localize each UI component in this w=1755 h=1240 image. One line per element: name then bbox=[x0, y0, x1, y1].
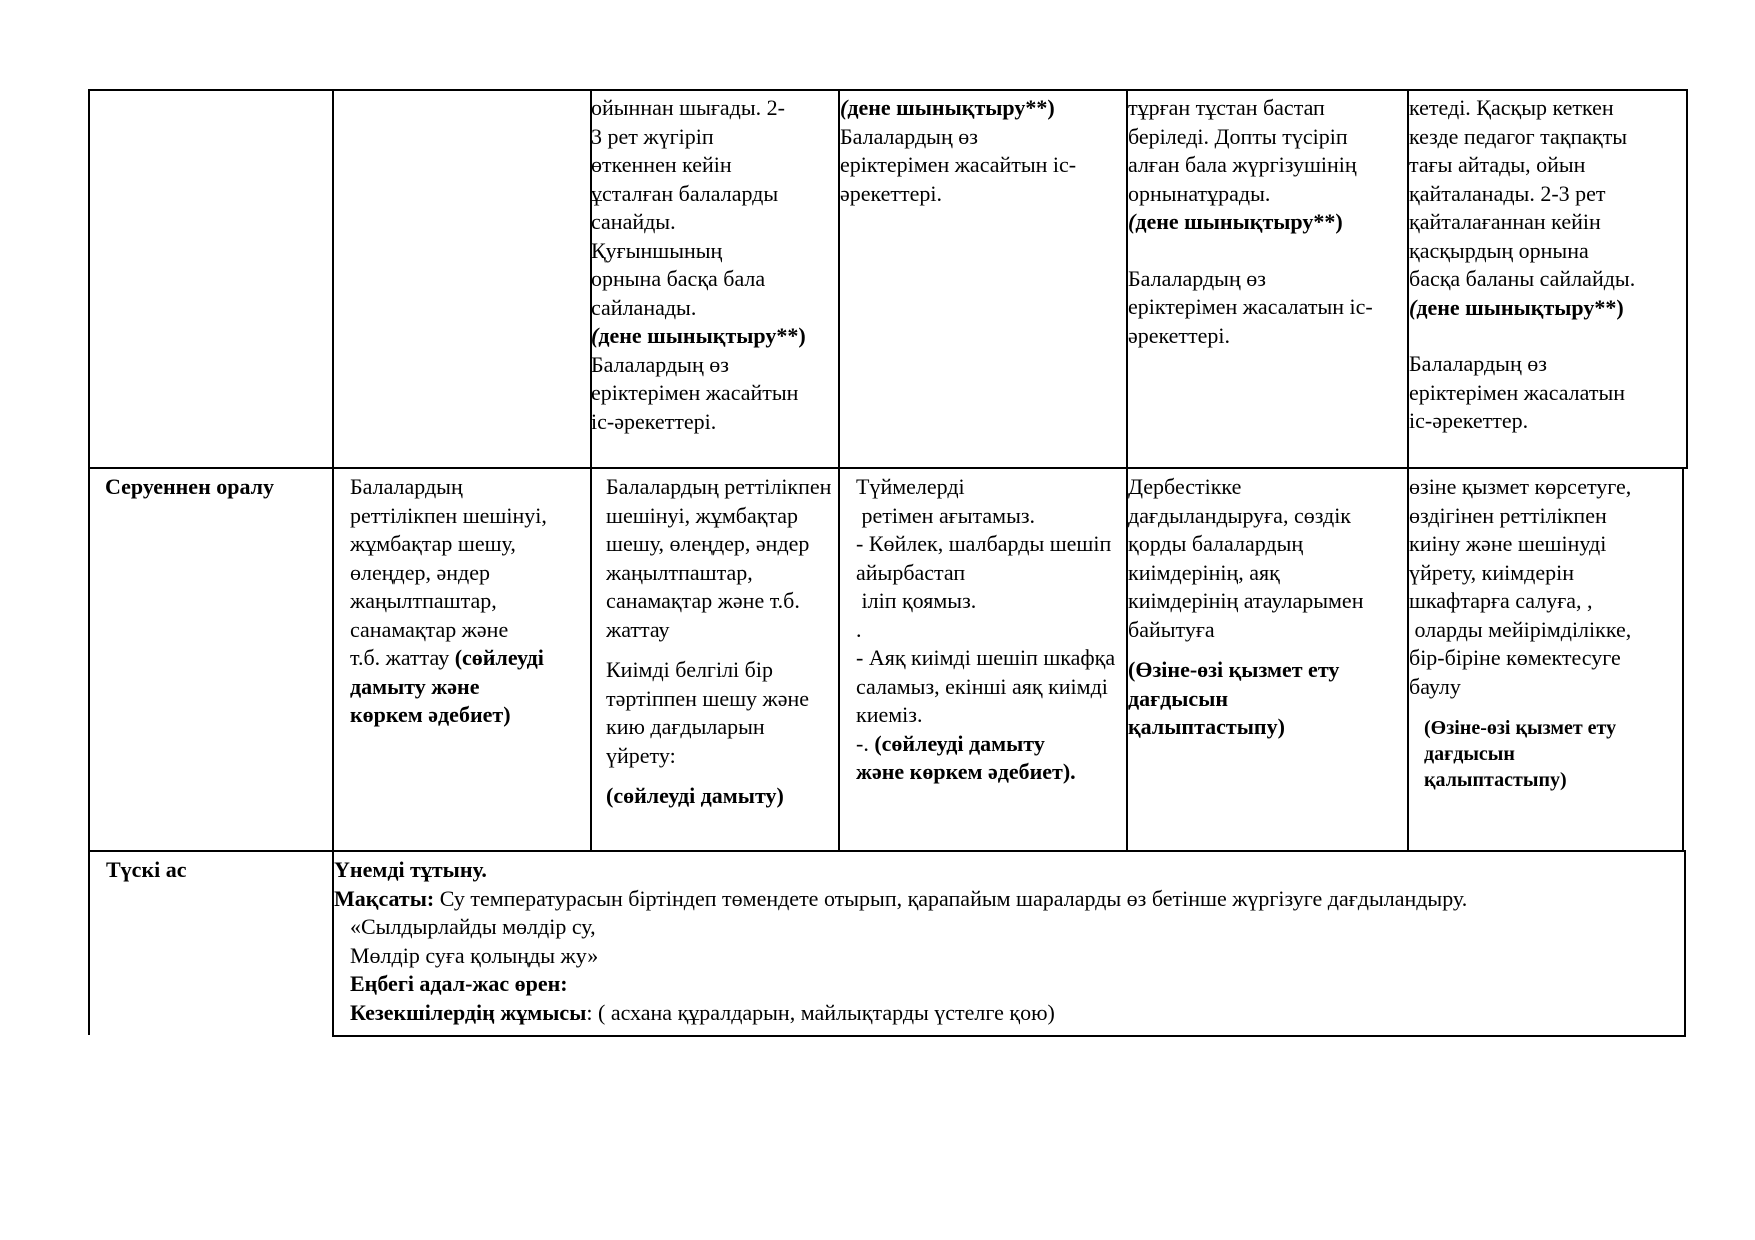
text-line: еріктерімен жасайтын іс- bbox=[840, 152, 1077, 177]
text-line: қайталағаннан кейін bbox=[1409, 209, 1601, 234]
text-line: ойыннан шығады. 2- bbox=[591, 95, 785, 120]
text-line: айырбастап bbox=[856, 559, 966, 585]
text-line: Балалардың өз bbox=[840, 123, 978, 149]
text-line: жаңылтпаштар, bbox=[606, 559, 753, 585]
row3-right-border bbox=[1684, 850, 1686, 1037]
row2-right-border bbox=[1682, 467, 1684, 852]
row1-cell-3 bbox=[591, 94, 837, 466]
text-line: қорды балалардың bbox=[1128, 531, 1304, 556]
text-line: реттілікпен шешінуі, bbox=[350, 502, 547, 528]
row1-right-border bbox=[1686, 89, 1688, 469]
row-label: Түскі ас bbox=[106, 857, 187, 882]
spacer bbox=[606, 644, 838, 656]
text-line: Түймелерді bbox=[856, 474, 965, 499]
text-line: шешу, өлеңдер, әндер bbox=[606, 531, 810, 556]
activity-tag: (Өзіне-өзі қызмет ету bbox=[1424, 717, 1617, 739]
spacer bbox=[606, 770, 838, 782]
row3-content-cell bbox=[334, 856, 1682, 1034]
row-label: Серуеннен оралу bbox=[105, 474, 275, 499]
row1-cell-2 bbox=[334, 91, 588, 466]
text-line: Дербестікке bbox=[1128, 474, 1242, 499]
text-line: өзіне қызмет көрсетуге, bbox=[1409, 474, 1632, 499]
text-line: дамыту және bbox=[350, 673, 480, 699]
text-line: еріктерімен жасалатын іс- bbox=[1128, 294, 1373, 319]
text-line: Қуғыншының bbox=[591, 237, 723, 263]
text-line: Балалардың өз bbox=[1409, 351, 1547, 376]
text-line: шешінуі, жұмбақтар bbox=[606, 502, 799, 528]
text-line: жұмбақтар шешу, bbox=[350, 531, 516, 556]
text-line: жаңылтпаштар, bbox=[350, 588, 497, 613]
text-line: іс-әрекеттері. bbox=[591, 408, 717, 434]
text-line: өздігінен реттілікпен bbox=[1409, 502, 1607, 528]
text-line: оларды мейірімділікке, bbox=[1409, 616, 1632, 642]
row1-cell-5 bbox=[1128, 94, 1406, 466]
text-line: орнынатұрады. bbox=[1128, 180, 1271, 206]
text-line: бір-біріне көмектесуге bbox=[1409, 645, 1621, 670]
activity-tag: (сөйлеуді дамыту) bbox=[606, 783, 784, 808]
text-line: санамақтар және bbox=[350, 616, 509, 642]
activity-tag: (дене шынықтыру**) bbox=[840, 95, 1055, 120]
text-line: кезде педагог тақпақты bbox=[1409, 123, 1628, 149]
text-line: Балалардың реттілікпен bbox=[606, 474, 832, 499]
text-line: киімдерінің атауларымен bbox=[1128, 588, 1364, 613]
text-line: саламыз, екінші аяқ киімді bbox=[856, 673, 1108, 699]
text-line: киімдерінің, аяқ bbox=[1128, 559, 1280, 585]
row3-bottom-border bbox=[332, 1035, 1686, 1037]
activity-tag: дағдысын bbox=[1424, 743, 1515, 765]
text-line: 3 рет жүгіріп bbox=[591, 123, 714, 149]
text-line: кию дағдыларын bbox=[606, 714, 765, 739]
text-line: әрекеттері. bbox=[840, 180, 943, 206]
text-line: - Аяқ киімді шешіп шкафқа bbox=[856, 645, 1116, 670]
text-line: Балалардың өз bbox=[1128, 265, 1266, 291]
text-line: еріктерімен жасалатын bbox=[1409, 379, 1626, 405]
goal-line: Мақсаты: Су температурасын біртіндеп төмендете отырып, қарапайым шараларды өз бетінше жүргізуге дағдыландыру. bbox=[334, 885, 1468, 911]
text-line: іліп қоямыз. bbox=[856, 588, 977, 613]
text-line: Балалардың bbox=[350, 474, 463, 499]
text-line: - Көйлек, шалбарды шешіп bbox=[856, 531, 1112, 556]
row3-label-cell bbox=[106, 856, 330, 1036]
row2-bottom-border bbox=[88, 850, 1686, 852]
duty-line: Кезекшілердің жұмысы: ( асхана құралдарын, майлықтарды үстелге қою) bbox=[350, 999, 1055, 1025]
activity-tag: дағдысын bbox=[1128, 685, 1229, 711]
activity-tag: (дене шынықтыру**) bbox=[1128, 209, 1343, 234]
text-line: киіну және шешінуді bbox=[1409, 531, 1607, 556]
text-line: санамақтар және т.б. bbox=[606, 588, 800, 613]
activity-tag: (дене шынықтыру**) bbox=[1409, 294, 1624, 320]
spacer bbox=[1128, 644, 1410, 656]
section-heading: Үнемді тұтыну. bbox=[334, 857, 487, 882]
text-line: орнына басқа бала bbox=[591, 266, 766, 291]
row2-label-cell bbox=[105, 473, 330, 848]
text-line: -. (сөйлеуді дамыту bbox=[856, 730, 1045, 756]
text-line: беріледі. Допты түсіріп bbox=[1128, 123, 1348, 149]
text-line: өткеннен кейін bbox=[591, 152, 732, 177]
text-line: Балалардың өз bbox=[591, 351, 729, 377]
row2-cell-6 bbox=[1409, 473, 1681, 848]
text-line: тұрған тұстан бастап bbox=[1128, 95, 1325, 120]
row2-cell-2 bbox=[350, 473, 588, 848]
activity-tag: қалыптастыпу) bbox=[1128, 714, 1285, 739]
text-line: сайланады. bbox=[591, 294, 697, 320]
text-line: Киімді белгілі бір bbox=[606, 657, 773, 682]
text-line: алған бала жүргізушінің bbox=[1128, 152, 1357, 177]
row2-cell-4 bbox=[856, 473, 1126, 848]
text-line: санайды. bbox=[591, 209, 676, 234]
row2-cell-5 bbox=[1128, 473, 1410, 848]
activity-tag: және көркем әдебиет). bbox=[856, 759, 1076, 784]
row1-cell-6 bbox=[1409, 94, 1685, 466]
text-line: еріктерімен жасайтын bbox=[591, 380, 799, 405]
text-line: қасқырдың орнына bbox=[1409, 237, 1589, 263]
row2-cell-3 bbox=[606, 473, 838, 848]
text-line: тағы айтады, ойын bbox=[1409, 152, 1586, 177]
text-line: іс-әрекеттер. bbox=[1409, 408, 1529, 433]
text-line: өлеңдер, әндер bbox=[350, 559, 490, 585]
text-line: кетеді. Қасқыр кеткен bbox=[1409, 95, 1614, 120]
text-line: үйрету, киімдерін bbox=[1409, 559, 1574, 585]
activity-tag: қалыптастыпу) bbox=[1424, 769, 1567, 791]
row1-bottom-border bbox=[88, 467, 1686, 469]
text-line: киеміз. bbox=[856, 702, 923, 727]
text-line: үйрету: bbox=[606, 742, 676, 768]
spacer bbox=[1409, 322, 1685, 350]
text-line: т.б. жаттау (сөйлеуді bbox=[350, 645, 544, 670]
text-line: жаттау bbox=[606, 616, 670, 642]
text-line: дағдыландыруға, сөздік bbox=[1128, 502, 1351, 528]
text-line: тәртіппен шешу және bbox=[606, 685, 810, 711]
text-line: көркем әдебиет) bbox=[350, 702, 511, 727]
text-line: ұсталған балаларды bbox=[591, 180, 779, 206]
labor-heading: Еңбегі адал-жас өрен: bbox=[350, 971, 568, 996]
activity-tag: (дене шынықтыру**) bbox=[591, 323, 806, 348]
text-line: шкафтарға салуға, , bbox=[1409, 588, 1593, 613]
activity-tag-block bbox=[1409, 715, 1681, 793]
spacer bbox=[1128, 237, 1406, 265]
text-line: байытуға bbox=[1128, 616, 1215, 642]
text-line: . bbox=[856, 616, 862, 642]
row1-cell-1 bbox=[90, 91, 330, 466]
text-line: басқа баланы сайлайды. bbox=[1409, 266, 1636, 291]
text-line: әрекеттері. bbox=[1128, 322, 1231, 348]
poem-line: «Сылдырлайды мөлдір су, bbox=[350, 914, 596, 939]
text-line: қайталанады. 2-3 рет bbox=[1409, 180, 1606, 206]
row1-cell-4 bbox=[840, 94, 1125, 466]
activity-tag: (Өзіне-өзі қызмет ету bbox=[1128, 657, 1340, 682]
text-line: баулу bbox=[1409, 673, 1461, 699]
poem-line: Мөлдір суға қолыңды жу» bbox=[350, 942, 599, 968]
text-line: ретімен ағытамыз. bbox=[856, 502, 1036, 528]
